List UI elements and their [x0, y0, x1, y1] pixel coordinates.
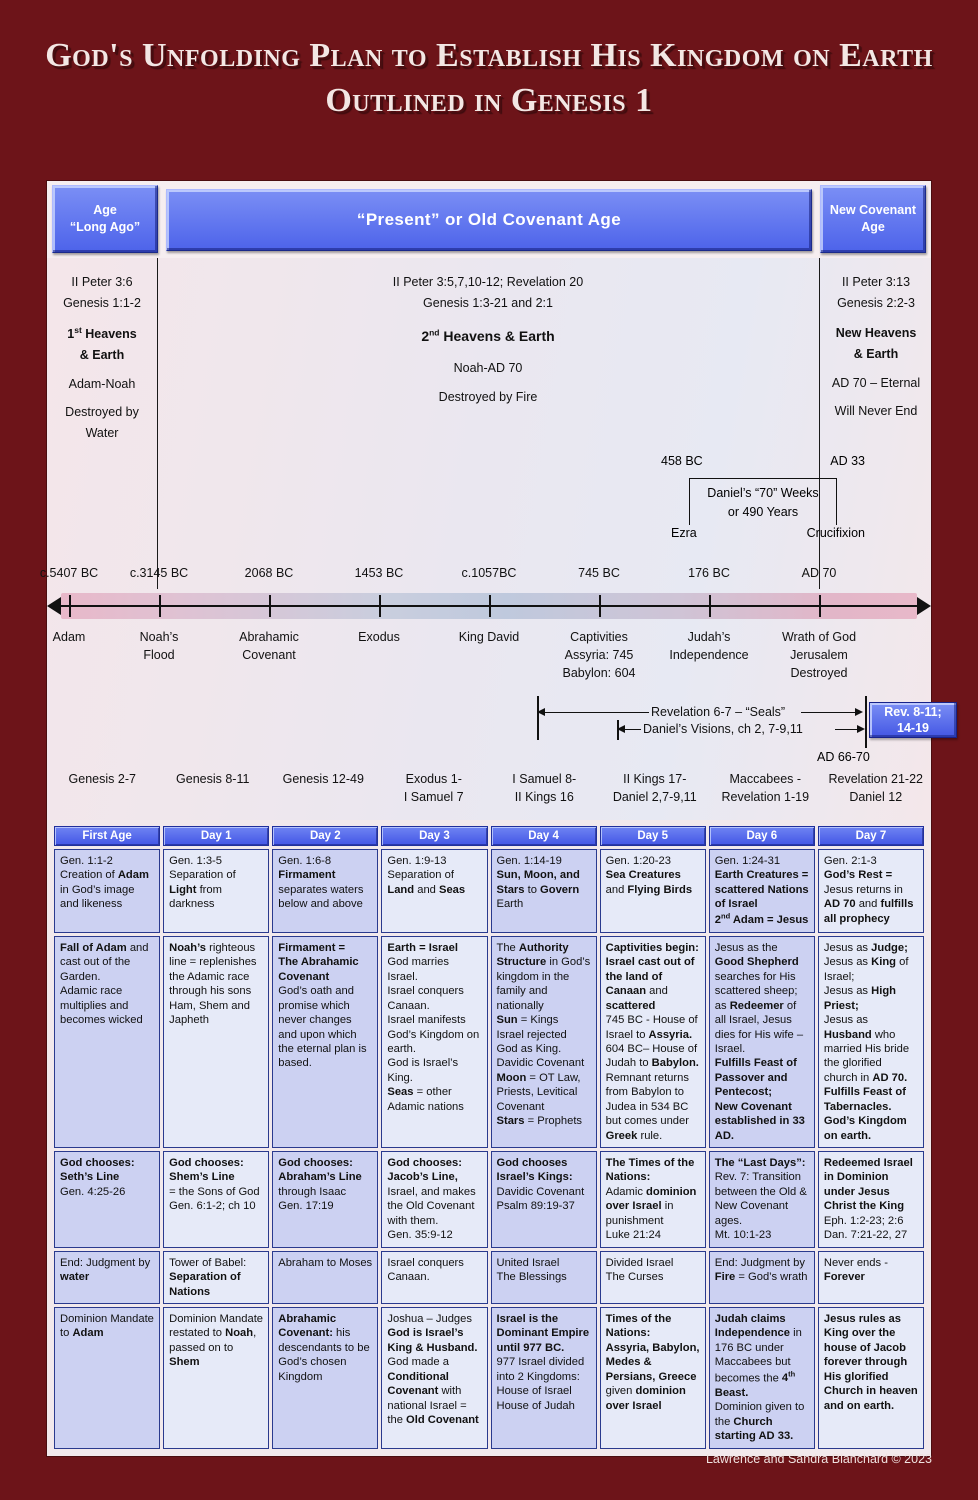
table-cell: God chooses: Jacob’s Line, Israel, and makes the Old Covenant with them. Gen. 35:9-12	[381, 1151, 487, 1248]
table-cell: Firmament = The Abrahamic Covenant God’s oath and promise which never changes and upon which the eternal plan is based.	[272, 936, 378, 1148]
visions-arrowhead-right-icon	[857, 725, 865, 733]
timeline-event-label: Wrath of God Jerusalem Destroyed	[781, 630, 857, 681]
ad-66-70-label: AD 66-70	[817, 750, 870, 764]
timeline-event-label: Judah’s Independence	[669, 630, 749, 663]
age-long-ago-line1: Age	[93, 203, 117, 218]
days-table-header-cell: Day 1	[163, 826, 269, 846]
timeline-event-label: King David	[458, 630, 520, 644]
table-cell: Redeemed Israel in Dominion under Jesus Christ the King Eph. 1:2-23; 2:6 Dan. 7:21-22, 27	[818, 1151, 924, 1248]
table-row	[54, 1151, 924, 1248]
timeline-event-label: Adam	[52, 630, 86, 644]
table-cell: Abraham to Moses	[272, 1251, 378, 1304]
new-covenant-span: AD 70 – Eternal	[831, 375, 921, 390]
present-age-heading-sup: nd	[429, 327, 440, 338]
table-cell: God chooses: Seth’s Line Gen. 4:25-26	[54, 1151, 160, 1248]
table-cell: Gen. 2:1-3 God’s Rest = Jesus returns in AD 70 and fulfills all prophecy	[818, 849, 924, 933]
visions-left-stub	[617, 720, 619, 740]
days-table	[51, 823, 927, 1452]
bible-books-row	[47, 770, 931, 806]
days-table-header-cell: Day 6	[709, 826, 815, 846]
first-age-span: Adam-Noah	[68, 376, 136, 391]
rev8-line2: 14-19	[897, 721, 929, 735]
timeline-event-label: Exodus	[358, 630, 400, 644]
rev-8-11-box	[869, 702, 957, 738]
first-age-heading-sup: st	[74, 325, 82, 336]
table-cell: Israel is the Dominant Empire until 977 BC. 977 Israel divided into 2 Kingdoms: House of Israel House of Judah	[491, 1307, 597, 1449]
table-cell: End: Judgment by water	[54, 1251, 160, 1304]
daniel70-left-event: Ezra	[671, 526, 697, 540]
present-age-description	[157, 272, 819, 408]
copyright-footer: Lawrence and Sandra Blanchard © 2023	[705, 1452, 932, 1466]
rev8-line1: Rev. 8-11;	[884, 704, 942, 719]
table-cell: Gen. 1:9-13 Separation of Land and Seas	[381, 849, 487, 933]
seals-arrowhead-left-icon	[537, 708, 545, 716]
table-cell: End: Judgment by Fire = God’s wrath	[709, 1251, 815, 1304]
table-cell: Abrahamic Covenant: his descendants to be God’s chosen Kingdom	[272, 1307, 378, 1449]
timeline-arrow-left-icon	[47, 597, 61, 615]
seals-left-stub	[537, 696, 539, 740]
table-row	[54, 849, 924, 933]
new-covenant-description	[819, 272, 933, 422]
timeline-date-label: 745 BC	[578, 566, 620, 580]
present-age-ref-2: Genesis 1:3-21 and 2:1	[423, 295, 553, 310]
table-cell: Jesus as Judge; Jesus as King of Israel; Jesus as High Priest; Jesus as Husband who married His bride the glorified church in AD 70. Fulfills Feast of Tabernacles. God’s Kingdom on earth.	[818, 936, 924, 1148]
table-cell: Jesus rules as King over the house of Jacob forever through His glorified Church in heaven and on earth.	[818, 1307, 924, 1449]
daniel70-right-event: Crucifixion	[806, 526, 865, 540]
age-box-present: “Present” or Old Covenant Age	[166, 189, 812, 251]
bible-books-cell: Exodus 1- I Samuel 7	[403, 772, 464, 805]
table-cell: Never ends - Forever	[818, 1251, 924, 1304]
age-box-long-ago	[52, 185, 158, 253]
days-table-header-cell: Day 4	[491, 826, 597, 846]
bible-books-cell: Genesis 2-7	[68, 772, 136, 786]
timeline-date-label: c.5407 BC	[39, 566, 99, 580]
days-table-header-cell: Day 3	[381, 826, 487, 846]
table-cell: The “Last Days”: Rev. 7: Transition between the Old & New Covenant ages. Mt. 10:1-23	[709, 1151, 815, 1248]
table-cell: The Times of the Nations: Adamic dominion over Israel in punishment Luke 21:24	[600, 1151, 706, 1248]
chart-panel	[39, 180, 942, 1457]
timeline-event-label: Noah’s Flood	[139, 630, 179, 663]
table-cell: Jesus as the Good Shepherd searches for His scattered sheep; as Redeemer of all Israel, Jesus dies for His wife – Israel. Fulfills Feast of Passover and Pentecost; New Covenant established in 33 AD.	[709, 936, 815, 1148]
seals-label: Revelation 6-7 – “Seals”	[651, 705, 786, 719]
table-cell: Dominion Mandate to Adam	[54, 1307, 160, 1449]
timeline-date-label: c.1057BC	[461, 566, 517, 580]
first-age-heading-line2: & Earth	[79, 348, 125, 363]
days-grid	[47, 820, 931, 1456]
title-line-1: God's Unfolding Plan to Establish His Kingdom on Earth	[45, 37, 933, 74]
present-age-heading-post: Heavens & Earth	[439, 328, 555, 345]
timeline-tick	[489, 595, 491, 617]
bible-books-cell: Maccabees - Revelation 1-19	[721, 772, 810, 805]
table-cell: Joshua – Judges God is Israel’s King & Husband. God made a Conditional Covenant with national Israel = the Old Covenant	[381, 1307, 487, 1449]
new-covenant-end: Will Never End	[834, 404, 918, 419]
seals-arrow-line-b	[801, 712, 857, 713]
timeline-tick	[159, 595, 161, 617]
first-age-heading-pre: 1	[67, 327, 75, 342]
table-cell: Gen. 1:1-2 Creation of Adam in God’s image and likeness	[54, 849, 160, 933]
timeline-tick	[709, 595, 711, 617]
bible-books-cell: II Kings 17- Daniel 2,7-9,11	[612, 772, 697, 805]
age-long-ago-line2: “Long Ago”	[69, 220, 141, 234]
timeline-tick	[379, 595, 381, 617]
age-box-new-covenant	[820, 185, 926, 253]
bible-books-cell: Genesis 12-49	[282, 772, 364, 786]
bible-books-cell: I Samuel 8- II Kings 16	[512, 772, 577, 805]
first-age-ref-2: Genesis 1:1-2	[63, 295, 141, 310]
table-cell: United Israel The Blessings	[491, 1251, 597, 1304]
seals-right-stub	[865, 696, 867, 748]
days-table-body	[54, 849, 924, 1449]
table-cell: Tower of Babel: Separation of Nations	[163, 1251, 269, 1304]
title-line-2: Outlined in Genesis 1	[325, 81, 653, 119]
table-cell: Divided Israel The Curses	[600, 1251, 706, 1304]
daniel70-label-2: or 490 Years	[727, 505, 799, 520]
new-covenant-ref-2: Genesis 2:2-3	[837, 295, 915, 310]
new-covenant-heading-1: New Heavens	[835, 326, 917, 341]
table-cell: Dominion Mandate restated to Noah, passed on to Shem	[163, 1307, 269, 1449]
table-row	[54, 1251, 924, 1304]
new-covenant-heading-2: & Earth	[853, 346, 899, 361]
ages-header-row	[47, 181, 931, 258]
timeline-tick	[599, 595, 601, 617]
timeline-tick	[269, 595, 271, 617]
present-age-heading-pre: 2	[421, 328, 430, 345]
table-cell: God chooses: Shem’s Line = the Sons of God Gen. 6:1-2; ch 10	[163, 1151, 269, 1248]
visions-arrow-line-a	[623, 729, 641, 730]
table-row	[54, 1307, 924, 1449]
table-cell: Gen. 1:24-31 Earth Creatures = scattered Nations of Israel 2nd Adam = Jesus	[709, 849, 815, 933]
table-cell: Fall of Adam and cast out of the Garden. Adamic race multiplies and becomes wicked	[54, 936, 160, 1148]
timeline-date-label: 1453 BC	[354, 566, 404, 580]
first-age-end-1: Destroyed by	[65, 405, 139, 420]
daniel-visions-label: Daniel’s Visions, ch 2, 7-9,11	[643, 722, 803, 736]
present-age-span: Noah-AD 70	[453, 361, 523, 376]
timeline-date-label: 2068 BC	[244, 566, 294, 580]
page-title	[0, 0, 978, 124]
table-cell: Earth = Israel God marries Israel. Israel conquers Canaan. Israel manifests God’s Kingdom on earth. God is Israel’s King. Seas = other Adamic nations	[381, 936, 487, 1148]
timeline-arrow-right-icon	[917, 597, 931, 615]
table-cell: Gen. 1:20-23 Sea Creatures and Flying Birds	[600, 849, 706, 933]
timeline-tick	[819, 595, 821, 617]
bible-books-cell: Revelation 21-22 Daniel 12	[828, 772, 923, 805]
days-table-header-row	[54, 826, 924, 846]
new-covenant-ref-1: II Peter 3:13	[841, 275, 911, 289]
timeline-event-label: Abrahamic Covenant	[239, 630, 299, 663]
days-table-header-cell: Day 5	[600, 826, 706, 846]
ages-body	[39, 258, 942, 820]
timeline-tick	[69, 595, 71, 617]
table-cell: Gen. 1:6-8 Firmament separates waters below and above	[272, 849, 378, 933]
table-cell: Captivities begin: Israel cast out of the land of Canaan and scattered 745 BC - House of Israel to Assyria. 604 BC– House of Judah to Babylon. Remnant returns from Babylon to Judea in 534 BC but comes under Greek rule.	[600, 936, 706, 1148]
daniel70-right-date: AD 33	[830, 454, 865, 468]
table-cell: Noah’s righteous line = replenishes the Adamic race through his sons Ham, Shem and Japheth	[163, 936, 269, 1148]
daniel70-label-1: Daniel’s “70” Weeks	[707, 486, 819, 500]
table-row	[54, 936, 924, 1148]
first-age-end-2: Water	[85, 425, 119, 440]
table-cell: Times of the Nations: Assyria, Babylon, Medes & Persians, Greece given dominion over Israel	[600, 1307, 706, 1449]
timeline-arrow	[47, 589, 931, 623]
days-table-header-cell: First Age	[54, 826, 160, 846]
timeline-event-label: Captivities Assyria: 745 Babylon: 604	[562, 630, 636, 681]
days-table-header-cell: Day 2	[272, 826, 378, 846]
age-new-line2: Age	[861, 220, 885, 234]
table-cell: Gen. 1:3-5 Separation of Light from darkness	[163, 849, 269, 933]
first-age-description	[47, 272, 157, 444]
table-cell: Israel conquers Canaan.	[381, 1251, 487, 1304]
visions-arrow-line-b	[835, 729, 859, 730]
table-cell: God chooses Israel’s Kings: Davidic Covenant Psalm 89:19-37	[491, 1151, 597, 1248]
bible-books-cell: Genesis 8-11	[176, 772, 250, 786]
present-age-end: Destroyed by Fire	[438, 389, 538, 404]
seals-arrowhead-right-icon	[855, 708, 863, 716]
table-cell: Judah claims Independence in 176 BC under Maccabees but becomes the 4th Beast. Dominion given to the Church starting AD 33.	[709, 1307, 815, 1449]
age-new-line1: New Covenant	[829, 203, 917, 218]
timeline-date-label: AD 70	[801, 566, 837, 580]
table-cell: Gen. 1:14-19 Sun, Moon, and Stars to Govern Earth	[491, 849, 597, 933]
present-age-ref-1: II Peter 3:5,7,10-12; Revelation 20	[392, 275, 584, 289]
daniel70-left-date: 458 BC	[661, 454, 703, 468]
first-age-heading-post: Heavens	[81, 327, 137, 342]
table-cell: The Authority Structure in God’s kingdom in the family and nationally Sun = Kings Israel rejected God as King. Davidic Covenant Moon = OT Law, Priests, Levitical Covenant Stars = Prophets	[491, 936, 597, 1148]
first-age-ref-1: II Peter 3:6	[71, 275, 133, 289]
timeline-date-label: 176 BC	[688, 566, 730, 580]
timeline-date-label: c.3145 BC	[129, 566, 189, 580]
days-table-header-cell: Day 7	[818, 826, 924, 846]
seals-arrow-line-a	[543, 712, 649, 713]
table-cell: God chooses: Abraham’s Line through Isaac Gen. 17:19	[272, 1151, 378, 1248]
